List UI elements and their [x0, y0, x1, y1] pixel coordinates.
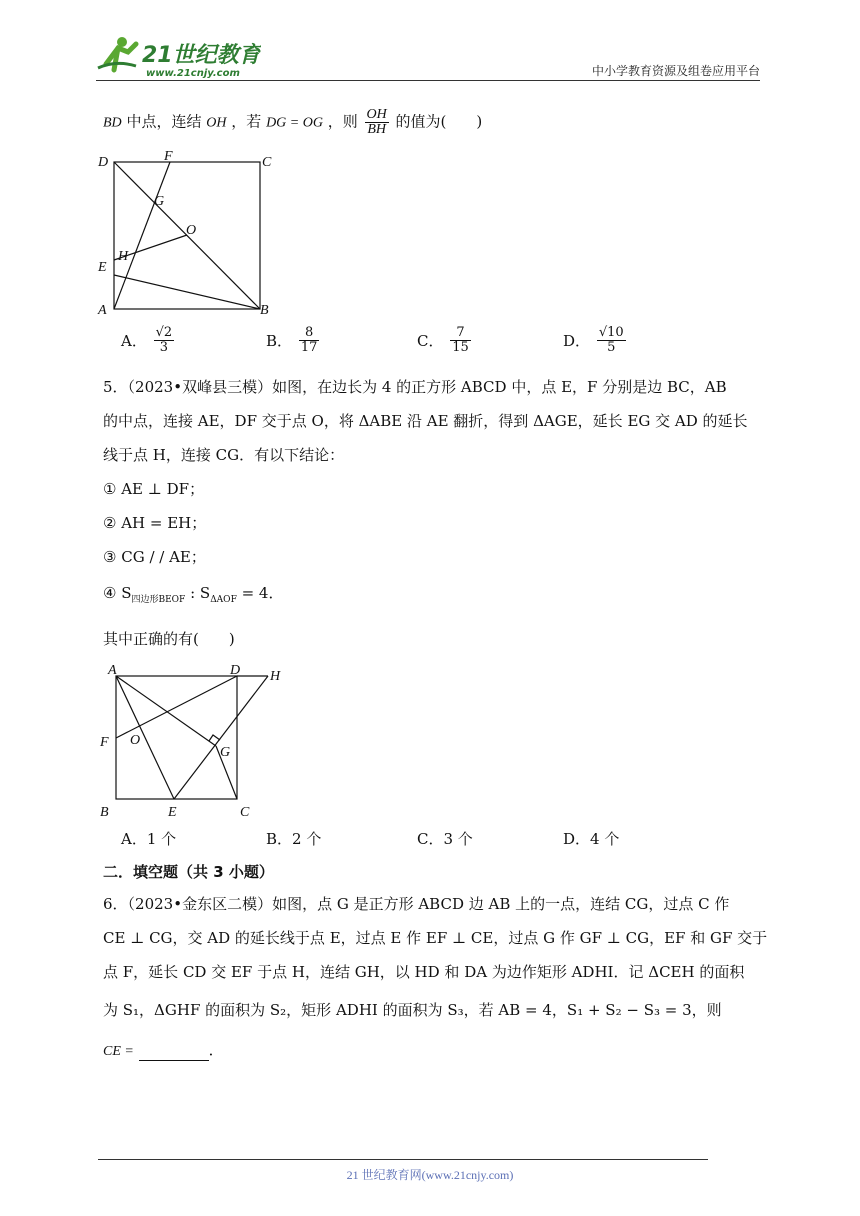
runner-logo-icon: [98, 37, 136, 70]
q5-conclusion-4: ④ $S_{四边形BEOF}$ : $S_{\Delta AOF} = 4$．: [103, 584, 284, 605]
q5-line3: 线于点 H，连接 CG．有以下结论：: [103, 446, 345, 464]
section-title-fill-blank: 二．填空题（共 3 小题）: [103, 863, 274, 881]
site-logo: [96, 34, 261, 80]
svg-text:C: C: [240, 805, 250, 820]
q5-conclusion-2: ② AH = EH；: [103, 514, 207, 532]
q6-line2: CE ⊥ CG，交 AD 的延长线于点 E，过点 E 作 EF ⊥ CE，过点 G 作 GF ⊥ CG，EF 和 GF 交于: [103, 929, 768, 947]
header-divider: [96, 80, 760, 81]
footer-text: 21 世纪教育网(www.21cnjy.com): [346, 1168, 514, 1182]
q6-answer-line: CE = ．: [103, 1041, 224, 1059]
q4-option-a[interactable]: A． $\frac{√2}{3}$: [121, 325, 173, 355]
svg-text:O: O: [186, 223, 197, 238]
header-platform-text: 中小学教育资源及组卷应用平台: [591, 64, 760, 78]
svg-text:E: E: [168, 805, 177, 820]
q5-option-b[interactable]: B．2 个: [266, 830, 322, 848]
svg-text:B: B: [100, 805, 109, 820]
q4-option-b[interactable]: B． $\frac{8}{17}$: [266, 325, 318, 355]
q5-line1: 5．（2023•双峰县三模）如图，在边长为 4 的正方形 ABCD 中，点 E，F 分别是边 BC，AB: [103, 378, 727, 396]
footer-divider: [98, 1159, 708, 1160]
svg-text:G: G: [154, 194, 165, 209]
svg-text:F: F: [164, 149, 173, 164]
svg-text:D: D: [98, 155, 109, 170]
logo-text: 21世纪教育: [142, 43, 261, 68]
q5-prompt: 其中正确的有( ): [103, 630, 235, 648]
svg-text:H: H: [118, 249, 129, 264]
q5-option-a[interactable]: A．1 个: [121, 830, 177, 848]
q6-line1: 6．（2023•金东区二模）如图，点 G 是正方形 ABCD 边 AB 上的一点，连结 CG，过点 C 作: [103, 895, 730, 913]
q4-figure: [94, 148, 284, 327]
q5-option-d[interactable]: D．4 个: [563, 830, 620, 848]
q5-conclusion-3: ③ CG / / AE；: [103, 548, 206, 566]
svg-text:D: D: [230, 663, 241, 678]
q6-line3: 点 F，延长 CD 交 EF 于点 H，连结 GH，以 HD 和 DA 为边作矩形 ADHI．记 ΔCEH 的面积: [103, 963, 745, 981]
svg-text:E: E: [98, 260, 107, 275]
answer-blank[interactable]: [139, 1046, 209, 1061]
svg-text:A: A: [98, 303, 107, 318]
svg-text:www.21cnjy.com: www.21cnjy.com: [146, 68, 240, 79]
q4-fraction: $\frac{OH}{BH}$: [366, 107, 387, 137]
svg-text:F: F: [100, 735, 109, 750]
q5-conclusion-1: ① AE ⊥ DF；: [103, 480, 205, 498]
q5-line2: 的中点，连接 AE，DF 交于点 O，将 ΔABE 沿 AE 翻折，得到 ΔAGE，延长 EG 交 AD 的延长: [103, 412, 748, 430]
svg-text:B: B: [260, 303, 269, 318]
svg-text:H: H: [270, 669, 281, 684]
svg-text:C: C: [262, 155, 272, 170]
svg-text:A: A: [108, 663, 117, 678]
q4-option-d[interactable]: D． $\frac{√10}{5}$: [563, 325, 624, 355]
q6-line4: 为 S₁，ΔGHF 的面积为 S₂，矩形 ADHI 的面积为 S₃，若 AB = 4，S₁ + S₂ − S₃ = 3，则: [103, 1001, 722, 1019]
svg-text:G: G: [220, 745, 231, 760]
q5-figure: [96, 660, 296, 824]
q4-option-c[interactable]: C． $\frac{7}{15}$: [417, 325, 469, 355]
q5-option-c[interactable]: C．3 个: [417, 830, 473, 848]
svg-text:O: O: [130, 733, 141, 748]
q4-stem: BD 中点，连结 OH ，若 DG = OG ，则 $\frac{OH}{BH}$ 的值为( ): [103, 107, 483, 137]
